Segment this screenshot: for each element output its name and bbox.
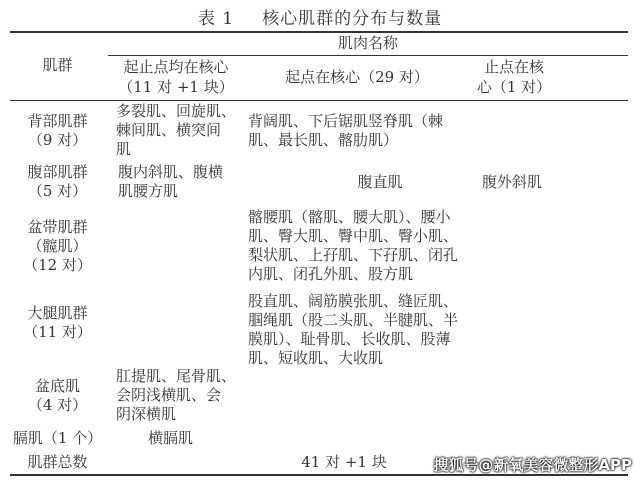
row-abdomen-col3: 腹外斜肌 — [481, 173, 542, 191]
header-col1-line2: （11 对 +1 块） — [118, 78, 234, 96]
row-thigh-group-line1: 大腿肌群 — [27, 304, 88, 322]
row-back-col1-line2: 棘间肌、横突间 — [116, 121, 222, 139]
row-abdomen-group-line2: （5 对） — [27, 182, 88, 200]
row-pelvic-col2-line2: 肌、臀大肌、臀中肌、臀小肌、 — [248, 227, 459, 245]
row-thigh-group-line2: （11 对） — [23, 323, 92, 341]
row-pelvic-group-line1: 盆带肌群 — [27, 218, 88, 236]
table-number: 表 1 — [197, 9, 235, 29]
row-floor-col1-line2: 会阴浅横肌、会 — [116, 386, 222, 404]
total-label: 肌群总数 — [27, 453, 88, 471]
row-pelvic-col2-line4: 内肌、闭孔外肌、股方肌 — [248, 265, 414, 283]
total-value: 41 对 +1 块 — [301, 453, 387, 471]
row-abdomen-col2: 腹直肌 — [357, 173, 403, 191]
header-group-col: 肌群 — [42, 56, 73, 74]
row-pelvic-col2-line1: 髂腰肌（髂肌、腰大肌）、腰小 — [248, 208, 451, 226]
row-abdomen-group-line1: 腹部肌群 — [27, 163, 88, 181]
row-floor-col1-line1: 肛提肌、尾骨肌、 — [116, 367, 237, 385]
sub-header-rule — [108, 55, 628, 56]
row-thigh-col2-line1: 股直肌、阔筋膜张肌、缝匠肌、 — [248, 292, 459, 310]
header-col2: 起点在核心（29 对） — [285, 68, 429, 86]
row-thigh-col2-line3: 膜肌）、耻骨肌、长收肌、股薄 — [248, 330, 451, 348]
table-title — [0, 4, 640, 29]
row-floor-group-line1: 盆底肌 — [34, 377, 80, 395]
row-back-col1-line1: 多裂肌、回旋肌、 — [116, 102, 237, 120]
row-thigh-col2-line4: 肌、短收肌、大收肌 — [248, 349, 384, 367]
row-floor-col1-line3: 阴深横肌 — [116, 405, 177, 423]
row-diaphragm-col1: 横膈肌 — [148, 429, 194, 447]
row-abdomen-col1-line2: 肌腰方肌 — [118, 182, 179, 200]
header-col1-line1: 起止点均在核心 — [123, 58, 229, 76]
header-muscle-name: 肌肉名称 — [337, 34, 398, 52]
table-caption: 核心肌群的分布与数量 — [262, 9, 443, 29]
row-back-col2-line1: 背阔肌、下后锯肌竖脊肌（棘 — [248, 112, 444, 130]
header-col3-line2: 心（1 对） — [476, 78, 552, 96]
watermark: 搜狐号@新氧美容微整形APP — [433, 456, 632, 474]
row-abdomen-col1-line1: 腹内斜肌、腹横 — [118, 163, 224, 181]
row-pelvic-group-line2: （髋肌） — [27, 237, 88, 255]
row-back-col1-line3: 肌 — [116, 140, 132, 158]
header-col3-line1: 止点在核 — [483, 58, 544, 76]
row-pelvic-col2-line3: 梨状肌、上孖肌、下孖肌、闭孔 — [248, 246, 459, 264]
row-pelvic-group-line3: （12 对） — [23, 256, 92, 274]
header-bottom-rule — [10, 100, 628, 101]
row-back-col2-line2: 肌、最长肌、髂肋肌） — [248, 131, 399, 149]
row-thigh-col2-line2: 腘绳肌（股二头肌、半腱肌、半 — [248, 311, 459, 329]
row-back-group-line1: 背部肌群 — [27, 112, 88, 130]
row-floor-group-line2: （4 对） — [27, 396, 88, 414]
row-diaphragm-group: 膈肌（1 个） — [12, 429, 103, 447]
row-back-group-line2: （9 对） — [27, 131, 88, 149]
